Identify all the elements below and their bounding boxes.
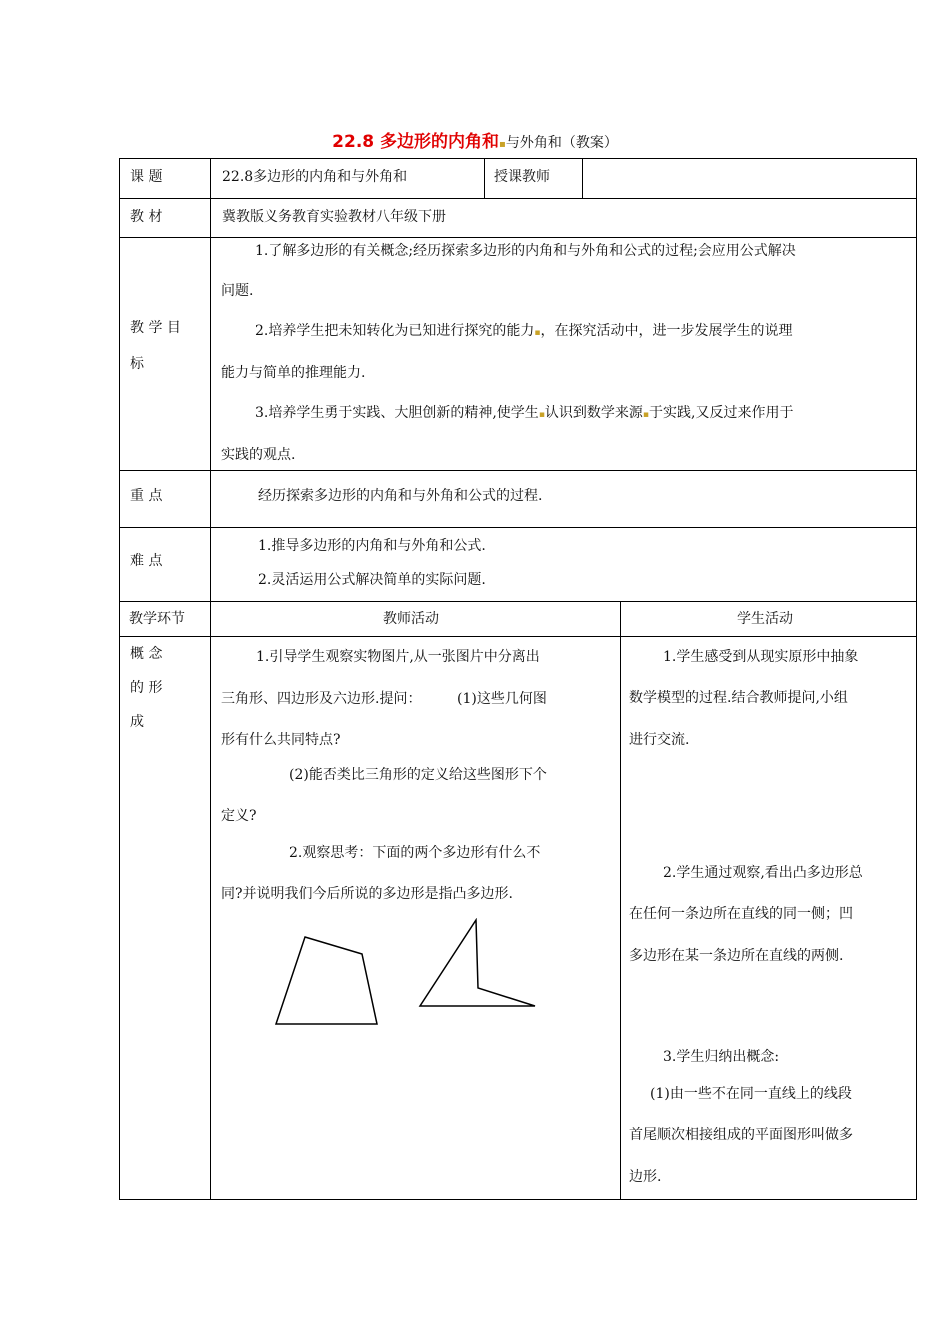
value-jiaocai: 冀教版义务教育实验教材八年级下册 xyxy=(222,209,446,225)
label-mubiao-line2: 标 xyxy=(130,356,144,372)
label-nandian: 难 点 xyxy=(130,553,163,569)
concave-quadrilateral xyxy=(420,920,535,1006)
student-line-10: 边形. xyxy=(629,1169,662,1185)
teacher-line-3: 形有什么共同特点? xyxy=(221,732,341,748)
col-divider xyxy=(582,158,583,198)
student-line-1: 1.学生感受到从现实原形中抽象 xyxy=(663,649,859,665)
label-mubiao xyxy=(130,310,205,382)
section-label-line1: 概 念 xyxy=(130,646,163,662)
label-jiaocai: 教 材 xyxy=(130,209,163,225)
goal-3-line1a: 3.培养学生勇于实践、大胆创新的精神,使学生 xyxy=(255,405,539,421)
goal-3-line1c: 于实践,又反过来作用于 xyxy=(649,405,794,421)
student-line-2: 数学模型的过程.结合教师提问,小组 xyxy=(629,690,848,706)
row-divider xyxy=(119,527,917,528)
title-rest: 与外角和（教案） xyxy=(505,135,618,151)
label-zhongdian: 重 点 xyxy=(130,488,163,504)
student-line-5: 在任何一条边所在直线的同一侧；凹 xyxy=(629,906,853,922)
col-divider xyxy=(620,601,621,1200)
nandian-item-1: 1.推导多边形的内角和与外角和公式. xyxy=(258,538,486,554)
title-main: 22.8 多边形的内角和 xyxy=(332,132,500,152)
goals-text xyxy=(221,233,913,473)
inline-mark: ▪ xyxy=(534,328,541,338)
goal-3-line1b: 认识到数学来源 xyxy=(544,405,643,421)
goal-3-line1 xyxy=(221,395,913,433)
goal-3-line2: 实践的观点. xyxy=(221,447,296,463)
row-divider xyxy=(119,636,917,637)
student-line-7: 3.学生归纳出概念: xyxy=(663,1049,780,1065)
goal-2-line1a: 2.培养学生把未知转化为已知进行探究的能力 xyxy=(255,323,535,339)
student-line-8: (1)由一些不在同一直线上的线段 xyxy=(650,1086,852,1102)
col-divider xyxy=(210,158,211,1200)
convex-quadrilateral xyxy=(276,937,377,1024)
inline-mark: ▪ xyxy=(538,410,545,420)
goal-2-line1 xyxy=(221,313,913,351)
document-title xyxy=(0,127,950,152)
row-divider xyxy=(119,198,917,199)
student-line-4: 2.学生通过观察,看出凸多边形总 xyxy=(663,865,863,881)
section-label xyxy=(130,637,205,739)
teacher-line-7: 同?并说明我们今后所说的多边形是指凸多边形. xyxy=(221,886,513,902)
teacher-line-5: 定义? xyxy=(221,808,257,824)
student-line-9: 首尾顺次相接组成的平面图形叫做多 xyxy=(629,1127,853,1143)
goal-1-line1: 1.了解多边形的有关概念;经历探索多边形的内角和与外角和公式的过程;会应用公式解决 xyxy=(255,243,796,259)
student-line-3: 进行交流. xyxy=(629,732,690,748)
teacher-line-2: 三角形、四边形及六边形.提问： (1)这些几何图 xyxy=(221,691,547,707)
polygons-figure xyxy=(270,918,590,1028)
label-keti: 课 题 xyxy=(130,169,163,185)
header-col2: 教师活动 xyxy=(383,611,439,627)
goal-2-line1b: ，在探究活动中，进一步发展学生的说理 xyxy=(540,323,793,339)
goal-2-line2: 能力与简单的推理能力. xyxy=(221,365,366,381)
nandian-item-2: 2.灵活运用公式解决简单的实际问题. xyxy=(258,572,486,588)
value-keti: 22.8多边形的内角和与外角和 xyxy=(222,169,408,185)
header-col3: 学生活动 xyxy=(737,611,793,627)
header-col1: 教学环节 xyxy=(129,611,185,627)
inline-mark: ▪ xyxy=(642,410,650,420)
value-zhongdian: 经历探索多边形的内角和与外角和公式的过程. xyxy=(258,488,543,504)
teacher-line-6: 2.观察思考：下面的两个多边形有什么不 xyxy=(289,845,541,861)
label-teacher: 授课教师 xyxy=(494,169,550,185)
section-label-line3: 成 xyxy=(130,714,144,730)
teacher-line-1: 1.引导学生观察实物图片,从一张图片中分离出 xyxy=(256,649,540,665)
col-divider xyxy=(484,158,485,198)
row-divider xyxy=(119,601,917,602)
teacher-line-4: (2)能否类比三角形的定义给这些图形下个 xyxy=(289,767,547,783)
section-label-line2: 的 形 xyxy=(130,680,163,696)
student-line-6: 多边形在某一条边所在直线的两侧. xyxy=(629,948,844,964)
title-dot-mark: ▪ xyxy=(499,139,506,150)
goal-1-line2: 问题. xyxy=(221,283,254,299)
label-mubiao-line1: 教 学 目 xyxy=(130,320,181,336)
